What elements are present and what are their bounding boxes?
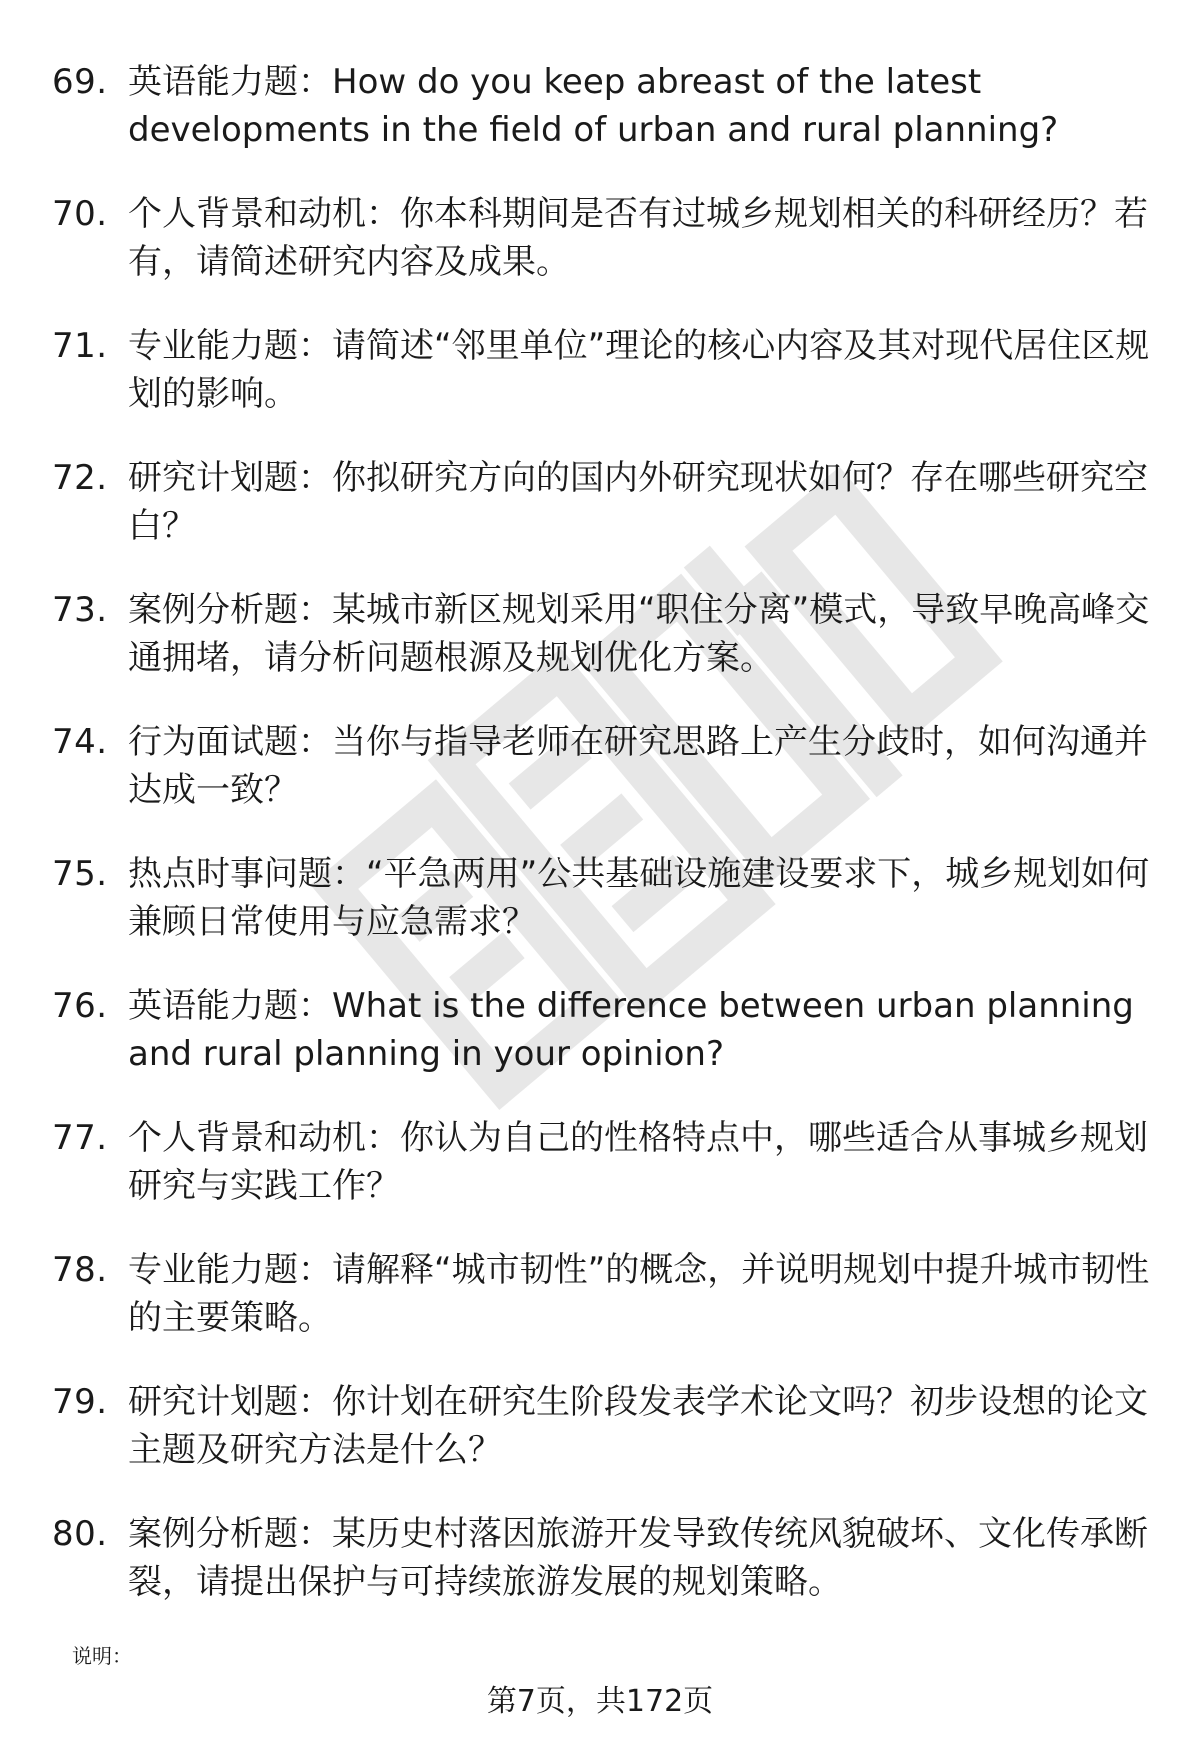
question-number: 69. [52, 62, 108, 102]
question-text: 专业能力题：请解释“城市韧性”的概念，并说明规划中提升城市韧性的主要策略。 [128, 1250, 1150, 1338]
question-number: 79. [52, 1382, 108, 1422]
question-item [52, 322, 1162, 454]
question-text: 专业能力题：请简述“邻里单位”理论的核心内容及其对现代居住区规划的影响。 [128, 326, 1150, 414]
question-number: 80. [52, 1514, 108, 1554]
question-item [52, 1510, 1162, 1642]
question-text: 研究计划题：你拟研究方向的国内外研究现状如何？存在哪些研究空白？ [128, 458, 1148, 546]
question-text: 热点时事问题：“平急两用”公共基础设施建设要求下，城乡规划如何兼顾日常使用与应急需求？ [128, 854, 1150, 942]
question-text: 案例分析题：某城市新区规划采用“职住分离”模式，导致早晚高峰交通拥堵，请分析问题根源及规划优化方案。 [128, 590, 1150, 678]
question-text: 行为面试题：当你与指导老师在研究思路上产生分歧时，如何沟通并达成一致？ [128, 722, 1148, 810]
question-number: 74. [52, 722, 108, 762]
question-number: 73. [52, 590, 108, 630]
question-item [52, 718, 1162, 850]
question-text: 个人背景和动机：你认为自己的性格特点中，哪些适合从事城乡规划研究与实践工作？ [128, 1118, 1148, 1206]
question-item [52, 1378, 1162, 1510]
question-number: 71. [52, 326, 108, 366]
question-item [52, 982, 1162, 1114]
question-text: 研究计划题：你计划在研究生阶段发表学术论文吗？初步设想的论文主题及研究方法是什么？ [128, 1382, 1148, 1470]
question-item [52, 1114, 1162, 1246]
question-number: 72. [52, 458, 108, 498]
question-item [52, 850, 1162, 982]
question-number: 78. [52, 1250, 108, 1290]
question-text: 英语能力题：How do you keep abreast of the latest developments in the field of urban and rural planning? [128, 62, 1059, 150]
note-label: 说明： [72, 1644, 132, 1668]
question-list [52, 58, 1162, 1642]
question-number: 77. [52, 1118, 108, 1158]
question-item [52, 1246, 1162, 1378]
question-text: 英语能力题：What is the difference between urban planning and rural planning in your opinion? [128, 986, 1134, 1074]
question-number: 75. [52, 854, 108, 894]
question-item [52, 58, 1162, 190]
question-item [52, 190, 1162, 322]
page-footer: 第7页，共172页 [486, 1684, 714, 1719]
question-item [52, 586, 1162, 718]
question-text: 案例分析题：某历史村落因旅游开发导致传统风貌破坏、文化传承断裂，请提出保护与可持续旅游发展的规划策略。 [128, 1514, 1148, 1602]
question-text: 个人背景和动机：你本科期间是否有过城乡规划相关的科研经历？若有，请简述研究内容及成果。 [128, 194, 1148, 282]
question-item [52, 454, 1162, 586]
question-number: 70. [52, 194, 108, 234]
question-number: 76. [52, 986, 108, 1026]
